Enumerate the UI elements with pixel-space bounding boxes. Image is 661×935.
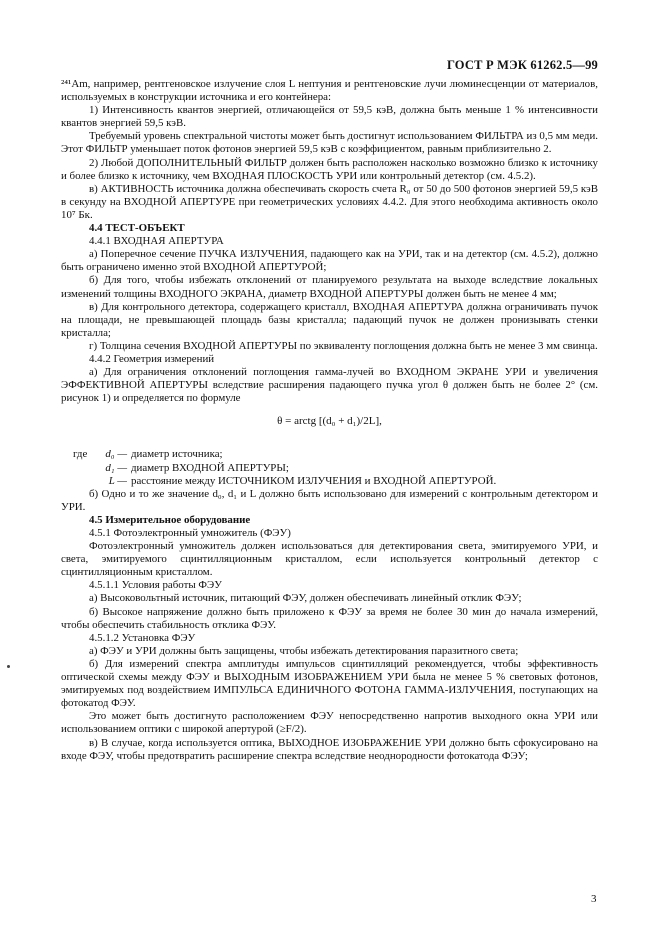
paragraph: а) ФЭУ и УРИ должны быть защищены, чтобы избежать детектирования паразитного света;: [89, 644, 519, 657]
subsection-heading: 4.5.1.1 Условия работы ФЭУ: [89, 579, 222, 592]
paragraph: в) В случае, когда используется оптика, ВЫХОДНОЕ ИЗОБРАЖЕНИЕ УРИ должно быть сфокусировано на входе ФЭУ, чтобы предотвратить расширение спектра вследствие неоднородности фотокатода ФЭУ;: [61, 736, 598, 762]
definition-row: [61, 462, 598, 475]
paragraph: б) Одно и то же значение d₀, d₁ и L должно быть использовано для измерений с контрольным детектором и УРИ.: [61, 487, 598, 513]
paragraph: в) Для контрольного детектора, содержащего кристалл, ВХОДНАЯ АПЕРТУРА должна ограничивать пучок на площади, не превышающей площадь базы кристалла; падающий пучок не должен пронизывать стенки кристалла;: [61, 300, 598, 339]
definition-symbol: L —: [108, 474, 127, 487]
paragraph: в) АКТИВНОСТЬ источника должна обеспечивать скорость счета R₀ от 50 до 500 фотонов энергией 59,5 кэВ в секунду на ВХОДНОЙ АПЕРТУРЕ при геометрических условиях 4.4.2. Для этого необходима активность около 10⁷ Бк.: [61, 182, 598, 221]
paragraph: 2) Любой ДОПОЛНИТЕЛЬНЫЙ ФИЛЬТР должен быть расположен насколько возможно близко к источнику и более близко к источнику, чем ВХОДНАЯ ПЛОСКОСТЬ УРИ или контрольный детектор (см. 4.5.2).: [61, 156, 598, 182]
paragraph: г) Толщина сечения ВХОДНОЙ АПЕРТУРЫ по эквиваленту поглощения должна быть не менее 3 мм свинца.: [89, 339, 598, 352]
page-number: 3: [591, 893, 597, 905]
section-heading: 4.4 ТЕСТ-ОБЪЕКТ: [89, 222, 185, 235]
definition-symbol: d₀ —: [105, 448, 127, 461]
paragraph: 1) Интенсивность квантов энергией, отличающейся от 59,5 кэВ, должна быть меньше 1 % интенсивности квантов энергией 59,5 кэВ.: [61, 104, 598, 130]
paragraph: б) Для того, чтобы избежать отклонений от планируемого результата на выходе вследствие локальных изменений толщины ВХОДНОГО ЭКРАНА, диаметр ВХОДНОЙ АПЕРТУРЫ должен быть не менее 4 мм;: [61, 274, 598, 300]
definition-text: диаметр источника;: [131, 448, 223, 461]
definition-symbol: d₁ —: [105, 461, 127, 474]
subsection-heading: 4.4.1 ВХОДНАЯ АПЕРТУРА: [89, 235, 224, 248]
definition-text: диаметр ВХОДНОЙ АПЕРТУРЫ;: [131, 461, 289, 474]
paragraph: ²⁴¹Am, например, рентгеновское излучение слоя L нептуния и рентгеновские лучи люминесценции от материалов, используемых в конструкции источника и его контейнера:: [61, 78, 598, 104]
paragraph: а) Для ограничения отклонений поглощения гамма-лучей во ВХОДНОМ ЭКРАНЕ УРИ и увеличения ЭФФЕКТИВНОЙ АПЕРТУРЫ вследствие расширения падающего пучка угол θ должен быть не более 2° (см. рисунок 1) и определяется по формуле: [61, 366, 598, 405]
scan-speck: [7, 665, 10, 668]
section-heading: 4.5 Измерительное оборудование: [89, 513, 251, 526]
paragraph: Это может быть достигнуто расположением ФЭУ непосредственно напротив выходного окна УРИ или использованием оптики с широкой апертурой (≥F/2).: [61, 710, 598, 736]
paragraph: Требуемый уровень спектральной чистоты может быть достигнут использованием ФИЛЬТРА из 0,5 мм меди. Этот ФИЛЬТР уменьшает поток фотонов энергией 59,5 кэВ с коэффициентом, равным приблизительно 2.: [61, 130, 598, 156]
definition-row: [61, 448, 598, 461]
document-header: ГОСТ Р МЭК 61262.5—99: [446, 58, 598, 72]
paragraph: б) Для измерений спектра амплитуды импульсов сцинтилляций рекомендуется, чтобы эффективность оптической схемы между ФЭУ и ВЫХОДНЫМ ИЗОБРАЖЕНИЕМ УРИ была не менее 5 % световых фотонов, эмитируемых под воздействием ИМПУЛЬСА ЕДИНИЧНОГО ФОТОНА ГАММА-ИЗЛУЧЕНИЯ, поступающих на фотокатод ФЭУ.: [61, 657, 598, 710]
subsection-heading: 4.5.1.2 Установка ФЭУ: [89, 631, 196, 644]
paragraph: Фотоэлектронный умножитель должен использоваться для детектирования света, эмитируемого УРИ, и света, эмитируемого сцинтилляционным кристаллом, если используется контрольный детектор с сцинтилляционным кристаллом.: [61, 540, 598, 579]
definition-where: где: [73, 448, 88, 461]
paragraph: а) Высоковольтный источник, питающий ФЭУ, должен обеспечивать линейный отклик ФЭУ;: [89, 592, 522, 605]
definition-text: расстояние между ИСТОЧНИКОМ ИЗЛУЧЕНИЯ и ВХОДНОЙ АПЕРТУРОЙ.: [131, 474, 497, 487]
subsection-heading: 4.5.1 Фотоэлектронный умножитель (ФЭУ): [89, 527, 291, 539]
paragraph: б) Высокое напряжение должно быть приложено к ФЭУ за время не более 30 мин до начала измерений, чтобы обеспечить стабильность отклика ФЭУ.: [61, 605, 598, 631]
subsection-heading: 4.4.2 Геометрия измерений: [89, 352, 215, 365]
formula-definitions: [61, 448, 598, 487]
paragraph: а) Поперечное сечение ПУЧКА ИЗЛУЧЕНИЯ, падающего как на УРИ, так и на детектор (см. 4.5.2), должно быть ограничено именно этой ВХОДНОЙ АПЕРТУРОЙ;: [61, 248, 598, 274]
definition-row: [61, 475, 598, 488]
formula: θ = arctg [(d₀ + d₁)/2L],: [277, 415, 382, 428]
document-body: [61, 78, 598, 763]
